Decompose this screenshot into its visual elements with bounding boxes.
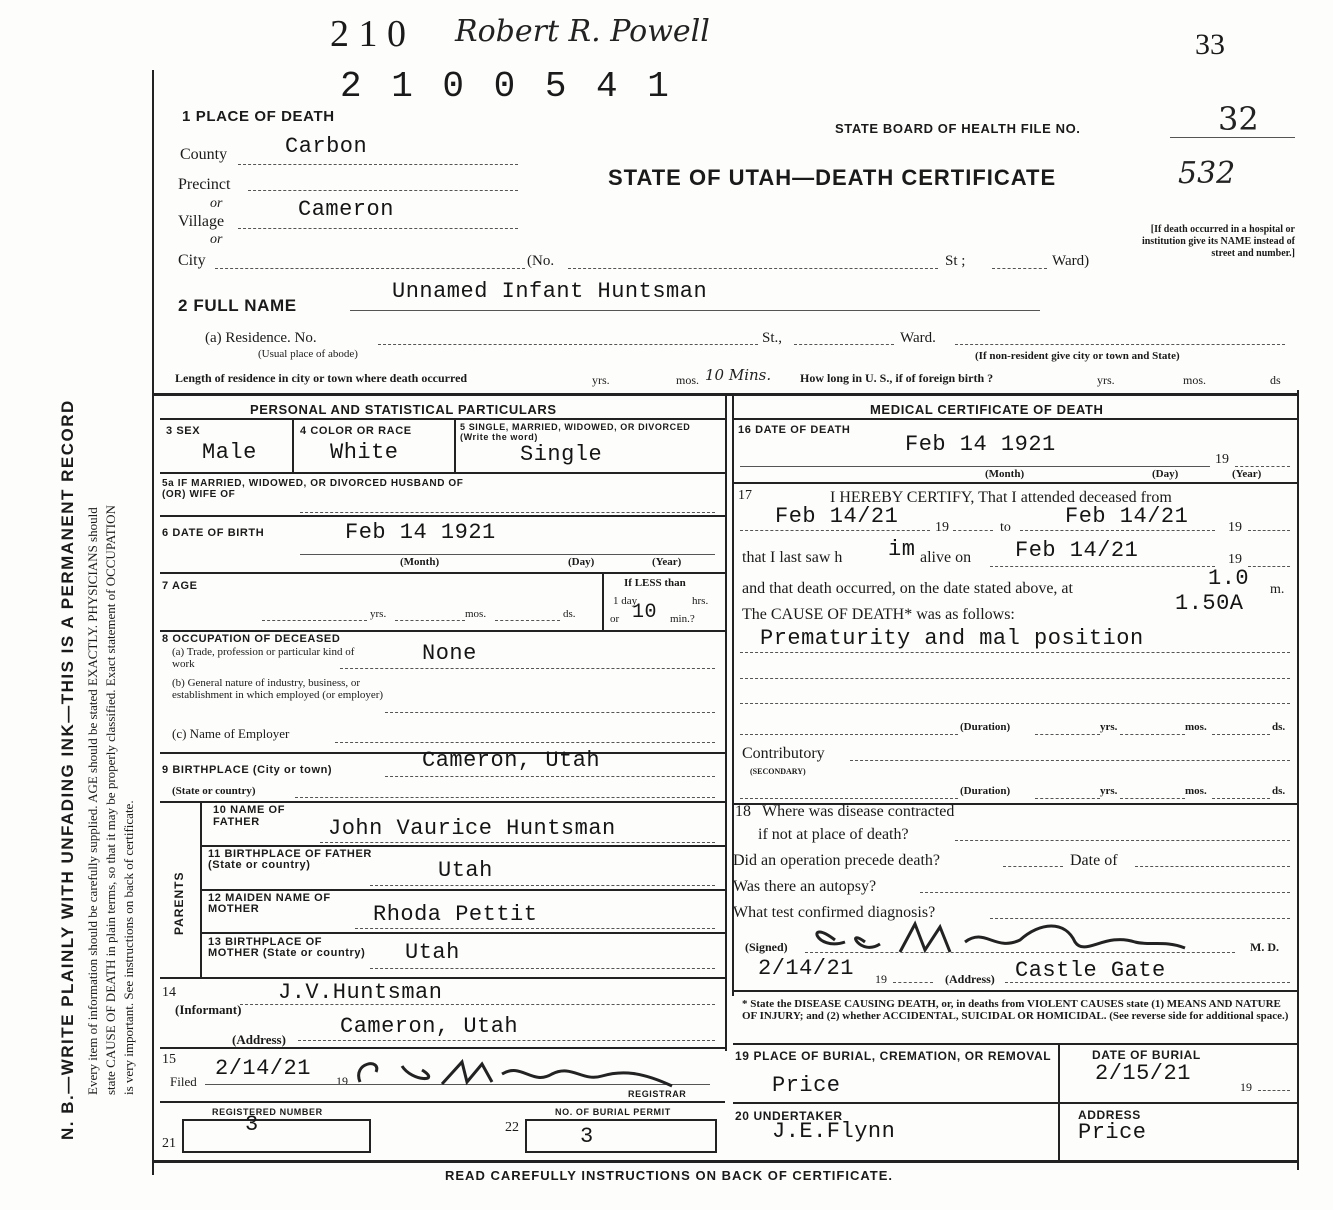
undertaker-address-value: Price [1078, 1120, 1147, 1145]
burial-date-value: 2/15/21 [1095, 1061, 1191, 1086]
sex-value: Male [202, 440, 257, 465]
certificate-title: STATE OF UTAH—DEATH CERTIFICATE [608, 165, 1057, 190]
top-name: Robert R. Powell [455, 14, 710, 49]
stamp-number: 2 1 0 0 5 4 1 [340, 66, 673, 107]
medical-heading: MEDICAL CERTIFICATE OF DEATH [870, 402, 1104, 417]
cause-footnote: * State the DISEASE CAUSING DEATH, or, in deaths from VIOLENT CAUSES state (1) MEANS AND NATURE OF INJURY; and (2) whether ACCIDENTAL, SUICIDAL OR HOMICIDAL. (See reverse side for additional space.) [742, 998, 1289, 1022]
attended-to-value: Feb 14/21 [1065, 504, 1189, 529]
father-name-value: John Vaurice Huntsman [328, 816, 616, 841]
hospital-note: [If death occurred in a hospital or institution give its NAME instead of street and number.] [1141, 224, 1295, 259]
margin-line-4: is very important. See instructions on back of certificate. [121, 800, 136, 1095]
residence-length-label: Length of residence in city or town where death occurred [175, 371, 468, 385]
burial-permit-value: 3 [580, 1124, 594, 1149]
age-minutes-value: 10 [632, 601, 658, 624]
footer-instructions: READ CAREFULLY INSTRUCTIONS ON BACK OF CERTIFICATE. [445, 1168, 893, 1183]
registered-number-box [182, 1119, 371, 1153]
physician-signature [805, 912, 1195, 962]
file-label: STATE BOARD OF HEALTH FILE NO. [835, 121, 1081, 136]
form-bottom-border [152, 1160, 1299, 1163]
form-right-border [1297, 390, 1299, 1170]
city-label: City [178, 252, 206, 269]
death-date-value: Feb 14 1921 [905, 432, 1056, 457]
signed-date-value: 2/14/21 [758, 956, 854, 981]
burial-permit-box [525, 1119, 717, 1153]
village-value: Cameron [298, 197, 394, 222]
death-time-value: 1.0 [1208, 566, 1250, 591]
physician-address-value: Castle Gate [1015, 958, 1166, 983]
title-hand-number: 532 [1178, 156, 1236, 191]
file-number: 32 [1218, 100, 1259, 138]
certify-statement: I HEREBY CERTIFY, That I attended deceased from [830, 489, 1172, 506]
village-label: Village [178, 213, 225, 230]
registered-number-value: 3 [245, 1112, 259, 1137]
filed-date-value: 2/14/21 [215, 1056, 311, 1081]
full-name-value: Unnamed Infant Huntsman [392, 279, 708, 304]
burial-place-value: Price [772, 1073, 841, 1098]
father-birthplace-value: Utah [438, 858, 493, 883]
county-value: Carbon [285, 134, 368, 159]
county-label: County [180, 146, 228, 163]
mother-birthplace-value: Utah [405, 940, 460, 965]
top-right-number: 33 [1195, 28, 1225, 61]
margin-line-3: state CAUSE OF DEATH in plain terms, so that it may be properly classified. Exact statement of OCCUPATION [103, 505, 118, 1095]
personal-heading: PERSONAL AND STATISTICAL PARTICULARS [250, 402, 557, 417]
informant-address-value: Cameron, Utah [340, 1014, 519, 1039]
attended-from-value: Feb 14/21 [775, 504, 899, 529]
occupation-value: None [422, 641, 477, 666]
race-value: White [330, 440, 399, 465]
cause-of-death-value: Prematurity and mal position [760, 626, 1144, 651]
birth-date-value: Feb 14 1921 [345, 520, 496, 545]
birthplace-value: Cameron, Utah [422, 748, 601, 773]
full-name-label: 2 FULL NAME [178, 296, 297, 315]
margin-warning: N. B.—WRITE PLAINLY WITH UNFADING INK—THIS IS A PERMANENT RECORD [58, 399, 77, 1140]
death-time-am-value: 1.50A [1175, 591, 1244, 616]
margin-line-2: Every item of information should be carefully supplied. AGE should be stated EXACTLY. PHYSICIANS should [85, 507, 100, 1095]
center-divider [725, 396, 727, 1051]
form-left-border [152, 70, 154, 1175]
place-heading: 1 PLACE OF DEATH [182, 108, 335, 125]
marital-value: Single [520, 442, 603, 467]
last-seen-alive-value: Feb 14/21 [1015, 538, 1139, 563]
precinct-label: Precinct [178, 176, 231, 193]
mother-name-value: Rhoda Pettit [373, 902, 538, 927]
top-number: 2 1 0 [330, 13, 406, 55]
informant-value: J.V.Huntsman [278, 980, 443, 1005]
undertaker-value: J.E.Flynn [772, 1119, 896, 1144]
